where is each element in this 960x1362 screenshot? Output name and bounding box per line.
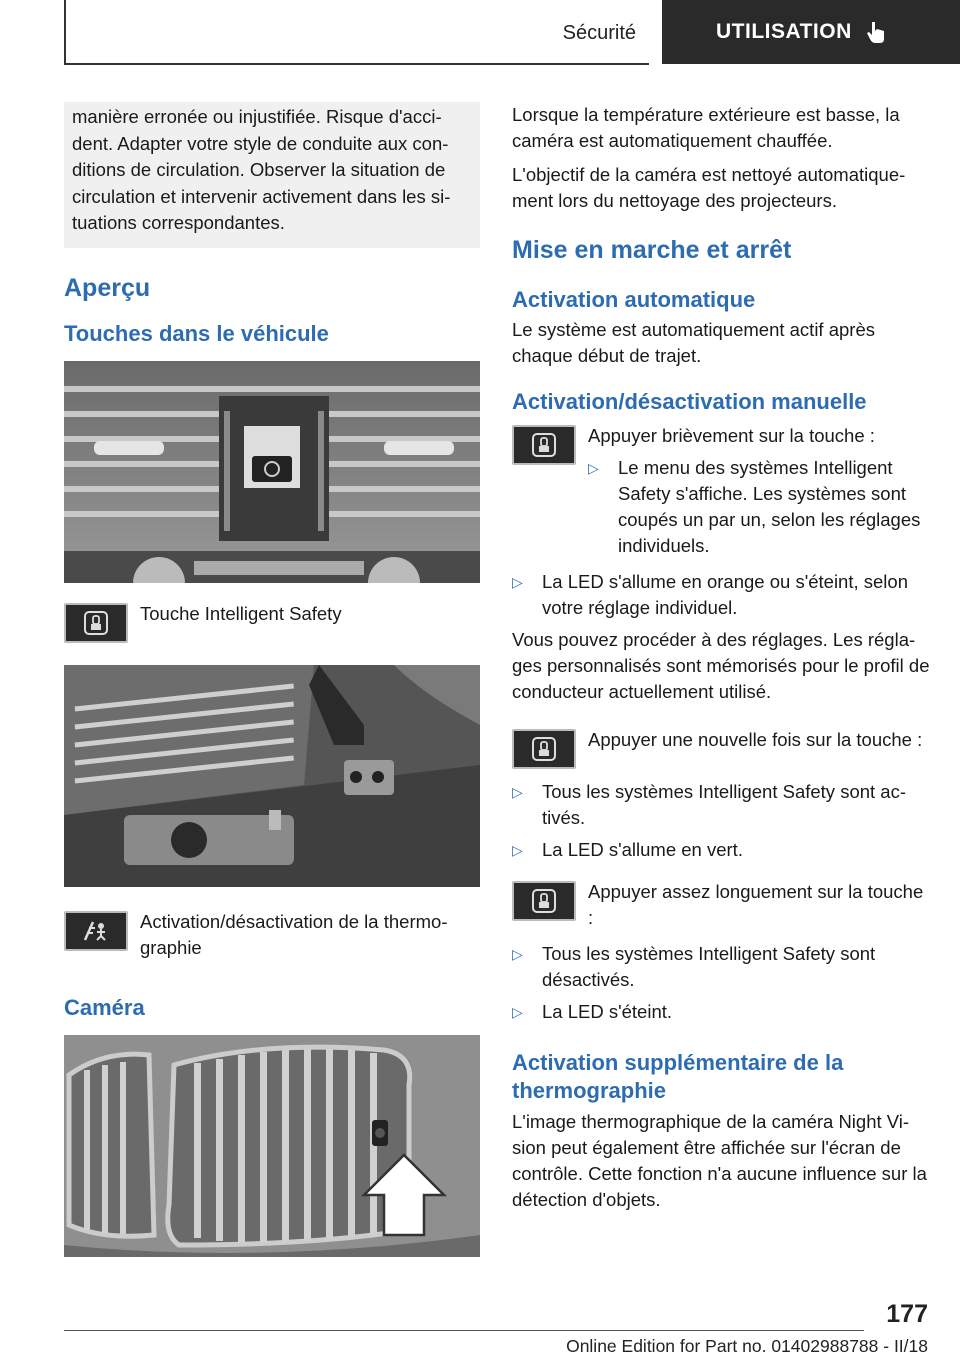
- intelligent-safety-icon: [512, 425, 576, 465]
- thermo-button-label: Activation/désactivation de la thermographie: [140, 911, 448, 958]
- right-column: [512, 102, 932, 1221]
- footer-rule: [64, 1330, 864, 1331]
- warning-text: manière erronée ou injustifiée. Risque d'accident. Adapter votre style de conduite aux conditions de circulation. Observer la situation de circulation et intervenir activement dans les situations correspondantes.: [72, 106, 451, 233]
- header-chapter-tab[interactable]: [662, 0, 960, 64]
- thermo-button-row: [64, 909, 480, 961]
- bullet-led-off: ▷ La LED s'éteint.: [512, 999, 932, 1025]
- press-short-bullets: [588, 455, 932, 559]
- press-again-text: Appuyer une nouvelle fois sur la touche :: [588, 729, 923, 750]
- bullet-all-activated: ▷ Tous les systèmes Intelligent Safety sont activés.: [512, 779, 932, 831]
- heading-on-off: Mise en marche et arrêt: [512, 236, 792, 264]
- warning-box: [64, 102, 480, 248]
- heading-buttons-in-vehicle: Touches dans le véhicule: [64, 321, 329, 346]
- light-switch-photo: [64, 665, 480, 887]
- safety-button-row: [64, 601, 480, 643]
- paragraph-camera-cleaning: L'objectif de la caméra est nettoyé automatiquement lors du nettoyage des projecteurs.: [512, 164, 906, 211]
- press-short-text: Appuyer brièvement sur la touche :: [588, 425, 875, 446]
- paragraph-camera-heating: Lorsque la température extérieure est basse, la caméra est automatiquement chauffée.: [512, 104, 900, 151]
- press-long-text: Appuyer assez longuement sur la touche :: [588, 881, 924, 928]
- footer-edition: Online Edition for Part no. 01402988788 - II/18: [566, 1336, 928, 1356]
- bullet-menu-shown: ▷ Le menu des systèmes Intelligent Safety s'affiche. Les systèmes sont coupés un par un, selon les réglages individuels.: [588, 455, 932, 559]
- left-column: [64, 102, 480, 1257]
- thermography-icon: [64, 911, 128, 951]
- heading-manual-activation: Activation/désactivation manuelle: [512, 389, 867, 414]
- heading-overview: Aperçu: [64, 274, 151, 302]
- bullet-all-deactivated: ▷ Tous les systèmes Intelligent Safety sont désactivés.: [512, 941, 932, 993]
- dashboard-button-photo: [64, 361, 480, 583]
- paragraph-settings: Vous pouvez procéder à des réglages. Les réglages personnalisés sont mémorisés pour le profil de conducteur actuellement utilisé.: [512, 629, 930, 702]
- camera-grille-photo: [64, 1035, 480, 1257]
- heading-camera: Caméra: [64, 995, 145, 1020]
- press-again-row: [512, 727, 932, 769]
- bullet-led-green: ▷ La LED s'allume en vert.: [512, 837, 932, 863]
- header-bottom-rule: [64, 63, 649, 65]
- header-section-title: Sécurité: [562, 22, 636, 44]
- intelligent-safety-icon: [512, 881, 576, 921]
- press-long-row: [512, 879, 932, 931]
- safety-button-label: Touche Intelligent Safety: [140, 603, 342, 624]
- press-again-bullets: [512, 779, 932, 863]
- header-chapter-label: UTILISATION: [716, 20, 852, 43]
- bullet-led-orange: ▷ La LED s'allume en orange ou s'éteint, selon votre réglage individuel.: [512, 569, 932, 621]
- hand-pointer-icon: [864, 19, 890, 45]
- paragraph-thermography: L'image thermographique de la caméra Night Vision peut également être affichée sur l'écran de contrôle. Cette fonction n'a aucune influence sur la détection d'objets.: [512, 1111, 927, 1210]
- heading-thermography-activation: Activation supplémentaire de la thermographie: [512, 1050, 844, 1103]
- press-short-row: [512, 423, 932, 565]
- page-number: 177: [886, 1300, 928, 1328]
- heading-automatic-activation: Activation automatique: [512, 287, 756, 312]
- intelligent-safety-icon: [64, 603, 128, 643]
- intelligent-safety-icon: [512, 729, 576, 769]
- paragraph-automatic-activation: Le système est automatiquement actif après chaque début de trajet.: [512, 319, 875, 366]
- led-bullets: [512, 569, 932, 621]
- press-long-bullets: [512, 941, 932, 1025]
- press-short-content: [588, 423, 932, 565]
